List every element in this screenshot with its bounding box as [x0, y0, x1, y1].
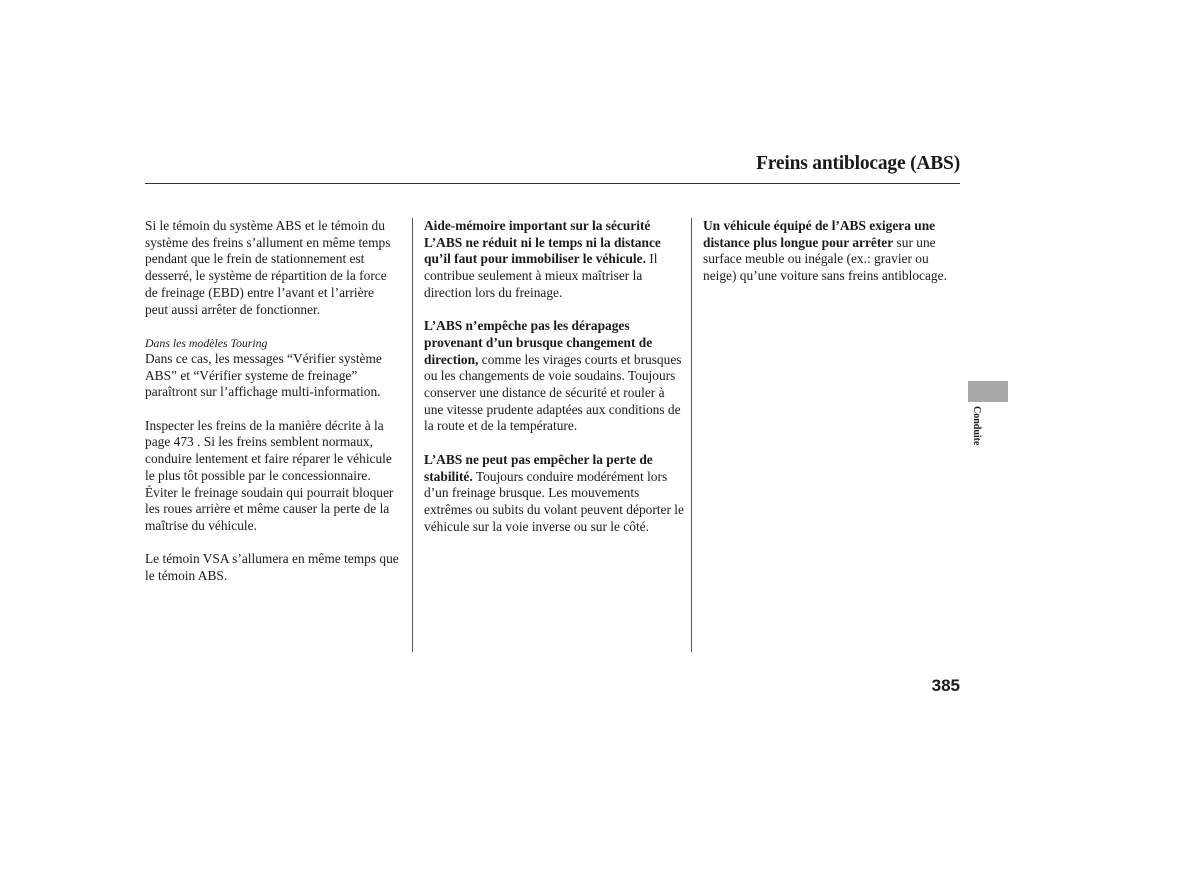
column-divider-2	[691, 218, 692, 652]
abs-stability-paragraph	[424, 452, 684, 536]
abs-skid-paragraph	[424, 318, 684, 435]
abs-stopping-distance-bold: L’ABS ne réduit ni le temps ni la distance qu’il faut pour immobiliser le véhicule.	[424, 234, 661, 267]
paragraph-ebd-warning: Si le témoin du système ABS et le témoin du système des freins s’allument en même temps pendant que le frein de stationnement est desserré, le système de répartition de la force de freinage (EBD) entre l’avant et l’arrière peut aussi arrêter de fonctionner.	[145, 218, 391, 317]
safety-heading: Aide-mémoire important sur la sécurité	[424, 218, 651, 233]
page-number: 385	[931, 676, 960, 695]
safety-reminder-block	[424, 218, 684, 302]
abs-stability-text: Toujours conduire modérément lors d’un freinage brusque. Les mouvements extrêmes ou subits du volant peuvent déporter le véhicule sur la voie inverse ou sur le côté.	[424, 468, 684, 534]
abs-longer-distance-bold: Un véhicule équipé de l’ABS exigera une distance plus longue pour arrêter	[703, 218, 936, 250]
column-left	[145, 218, 400, 601]
paragraph-inspect-brakes: Inspecter les freins de la manière décrite à la page 473 . Si les freins semblent normaux, conduire lentement et faire réparer le véhicule le plus tôt possible par le concessionnaire. Éviter le freinage soudain qui pourrait bloquer les roues arrière et même causer la perte de la maîtrise du véhicule.	[145, 417, 394, 533]
abs-longer-distance-paragraph	[703, 218, 963, 285]
abs-skid-text: comme les virages courts et brusques ou les changements de voie soudains. Toujours conserver une distance de sécurité et rouler à une vitesse prudente adaptées aux conditions de la route et de la température.	[424, 351, 682, 434]
abs-skid-bold: L’ABS n’empêche pas les dérapages provenant d’un brusque changement de direction,	[424, 318, 653, 367]
section-tab-marker	[968, 381, 1008, 402]
column-middle	[424, 218, 684, 552]
column-divider-1	[412, 218, 413, 652]
abs-stability-bold: L’ABS ne peut pas empêcher la perte de stabilité.	[424, 451, 653, 484]
header-rule	[145, 183, 960, 184]
page-title: Freins antiblocage (ABS)	[756, 153, 960, 174]
abs-stopping-distance-text: Il contribue seulement à mieux maîtriser la direction lors du freinage.	[424, 251, 658, 300]
paragraph-touring-messages	[145, 335, 400, 401]
touring-messages-text: Dans ce cas, les messages “Vérifier système ABS” et “Vérifier systeme de freinage” paraîtront sur l’affichage multi-information.	[145, 350, 382, 400]
section-tab-label: Conduite	[971, 406, 982, 446]
column-right	[703, 218, 963, 302]
abs-longer-distance-text: sur une surface meuble ou inégale (ex.: gravier ou neige) qu’une voiture sans freins antiblocage.	[703, 234, 947, 284]
paragraph-vsa-indicator: Le témoin VSA s’allumera en même temps que le témoin ABS.	[145, 551, 399, 584]
touring-models-note: Dans les modèles Touring	[145, 335, 268, 350]
